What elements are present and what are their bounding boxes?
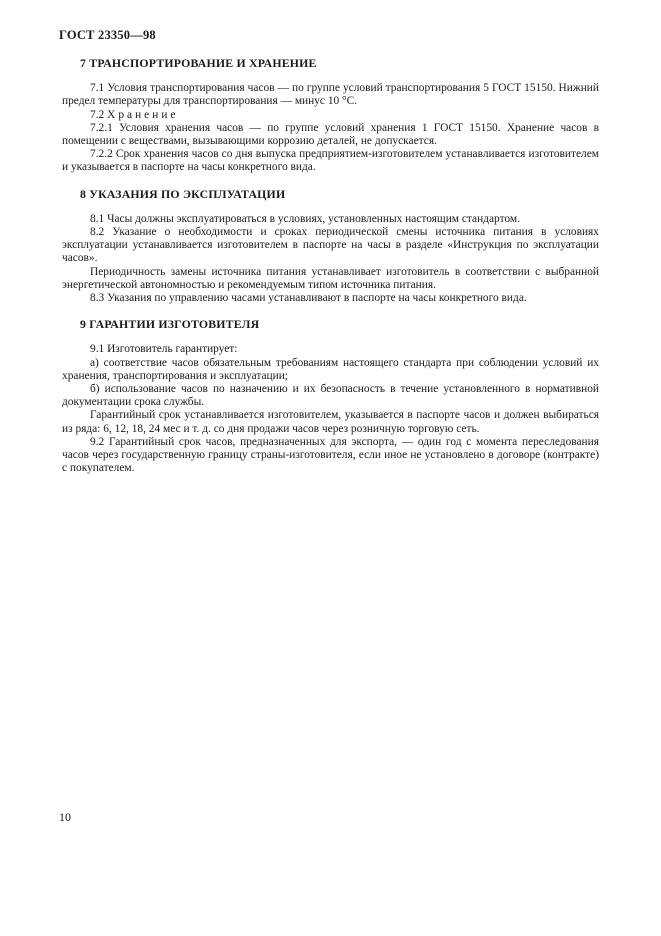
- page-number: 10: [59, 810, 71, 824]
- paragraph-9-1-a: а) соответствие часов обязательным требованиям настоящего стандарта при соблюдении условий их хранения, транспортирования и эксплуатации;: [62, 356, 599, 382]
- paragraph-9-1-warranty: Гарантийный срок устанавливается изготовителем, указывается в паспорте часов и должен выбираться из ряда: 6, 12, 18, 24 мес и т. д. со дня продажи часов через розничную торговую сеть.: [62, 409, 599, 435]
- document-code-header: ГОСТ 23350—98: [59, 28, 156, 42]
- paragraph-7-2-1: 7.2.1 Условия хранения часов — по группе условий хранения 1 ГОСТ 15150. Хранение часов в помещении с веществами, вызывающими коррозию деталей, не допускается.: [62, 121, 599, 148]
- paragraph-7-1: 7.1 Условия транспортирования часов — по группе условий транспортирования 5 ГОСТ 15150. Нижний предел температуры для транспортирования — минус 10 °С.: [62, 82, 599, 108]
- section-8-title: 8 УКАЗАНИЯ ПО ЭКСПЛУАТАЦИИ: [80, 186, 286, 201]
- paragraph-9-1: 9.1 Изготовитель гарантирует:: [90, 343, 238, 356]
- paragraph-8-2: 8.2 Указание о необходимости и сроках периодической смены источника питания в условиях эксплуатации устанавливается изготовителем в паспорте на часы в разделе «Инструкция по эксплуатации часов».: [62, 226, 599, 265]
- section-9-title: 9 ГАРАНТИИ ИЗГОТОВИТЕЛЯ: [80, 317, 260, 332]
- paragraph-9-1-b: б) использование часов по назначению и их безопасность в течение установленного в нормативной документации срока службы.: [62, 383, 599, 409]
- section-7-title: 7 ТРАНСПОРТИРОВАНИЕ И ХРАНЕНИЕ: [80, 56, 317, 70]
- paragraph-7-2-number: 7.2: [90, 108, 105, 121]
- paragraph-9-2: 9.2 Гарантийный срок часов, предназначенных для экспорта, — один год с момента переследования часов через государственную границу страны-изготовителя, если иное не установлено в договоре (контракте) с покупателем.: [62, 435, 599, 475]
- paragraph-8-3: 8.3 Указания по управлению часами устанавливают в паспорте на часы конкретного вида.: [90, 292, 527, 305]
- paragraph-7-2: [62, 109, 599, 122]
- paragraph-8-2-cont: Периодичность замены источника питания устанавливает изготовитель в соответствии с выбранной энергетической автономностью и рекомендуемым типом источника питания.: [62, 265, 599, 291]
- paragraph-7-2-2: 7.2.2 Срок хранения часов со дня выпуска предприятием-изготовителем устанавливается изготовителем и указывается в паспорте на часы конкретного вида.: [62, 148, 599, 174]
- paragraph-7-2-label: Хранение: [107, 108, 179, 121]
- paragraph-8-1: 8.1 Часы должны эксплуатироваться в условиях, установленных настоящим стандартом.: [90, 212, 520, 225]
- page-body: [62, 57, 599, 475]
